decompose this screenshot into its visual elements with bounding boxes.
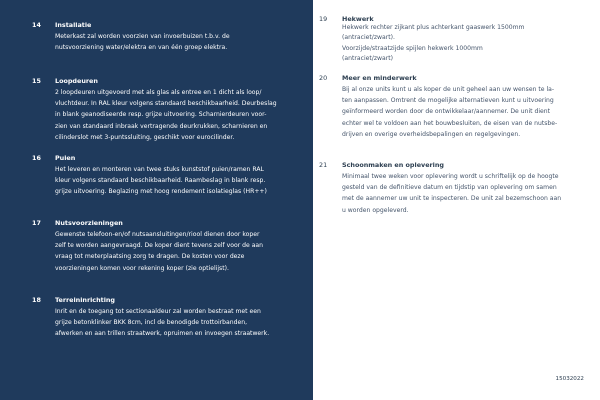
body-line: drijven en overige overheidsbepalingen en regelgevingen.	[342, 130, 521, 138]
body-line: met de aannemer uw unit te inspecteren. De unit zal bezemschoon aan	[342, 195, 562, 203]
section-body	[342, 171, 561, 216]
body-line: in blank geanodiseerde resp. grijze uitvoering. Scharnierdeuren voor-	[55, 111, 267, 119]
body-line: 2 loopdeuren uitgevoerd met als glas als entree en 1 dicht als loop/	[55, 89, 262, 96]
section-title: Meer en minderwerk	[342, 74, 417, 82]
body-line: echter wel te voldoen aan het bouwbesluiten, de eisen van de nutsbe-	[342, 119, 558, 127]
body-line: cilinderslot met 3-puntssluiting, geschikt voor eurocilinder.	[55, 133, 235, 141]
body-line: zien van standaard inbraak vertragende deurkrukken, scharnieren en	[55, 122, 268, 130]
body-line: Minimaal twee weken voor oplevering wordt u schriftelijk op de hoogte	[342, 173, 559, 180]
body-line: voorzieningen komen voor rekening koper (zie optielijst).	[55, 264, 229, 272]
section-title: Hekwerk	[342, 15, 374, 23]
section-title: Nutsvoorzieningen	[55, 219, 123, 227]
body-line: grijze uitvoering. Beglazing met hoog rendement isolatieglas (HR++)	[55, 188, 267, 196]
right-panel	[313, 0, 600, 400]
body-line: afwerken en aan trillen straatwerk, opruimen en invoegen straatwerk.	[55, 330, 270, 338]
body-line: Voorzijde/straatzijde spijlen hekwerk 1000mm	[342, 44, 483, 52]
body-line: Hekwerk rechter zijkant plus achterkant gaaswerk 1500mm	[342, 24, 525, 31]
body-line: vraag tot meterplaatsing zorg te dragen. De kosten voor deze	[55, 253, 245, 261]
section-number: 17	[32, 219, 41, 227]
body-line: (antraciet/zwart)	[342, 55, 394, 63]
section-body	[55, 306, 269, 340]
body-line: u worden opgeleverd.	[342, 206, 409, 214]
body-line: Het leveren en monteren van twee stuks kunststof puien/ramen RAL	[55, 166, 264, 173]
section-number: 19	[319, 15, 328, 23]
body-line: Bij al onze units kunt u als koper de unit geheel aan uw wensen te la-	[342, 86, 555, 93]
body-line: Meterkast zal worden voorzien van invoerbuizen t.b.v. de	[55, 33, 230, 40]
body-line: kleur volgens standaard beschikbaarheid. Raambeslag in blank resp.	[55, 177, 266, 185]
section-number: 20	[319, 74, 328, 82]
section-title: Installatie	[55, 21, 92, 29]
section-number: 18	[32, 296, 41, 304]
body-line: Gewenste telefoon-en/of nutsaansluitingen/riool dienen door koper	[55, 231, 260, 238]
body-line: zelf te worden aangevraagd. De koper dient tevens zelf voor de aan	[55, 242, 264, 250]
body-line: geïnformeerd worden door de ontwikkelaar/aannemer. De unit dient	[342, 108, 551, 116]
section-body	[55, 87, 277, 143]
body-line: gesteld van de definitieve datum en tijdstip van oplevering om samen	[342, 184, 557, 192]
body-line: nutsvoorziening water/elektra en van één groep elektra.	[55, 44, 228, 52]
section-number: 16	[32, 154, 41, 162]
section-title: Schoonmaken en oplevering	[342, 161, 444, 169]
body-line: ten aanpassen. Omtrent de mogelijke alternatieven kunt u uitvoering	[342, 97, 554, 105]
section-number: 14	[32, 21, 41, 29]
section-body	[55, 31, 230, 53]
body-line: (antraciet/zwart).	[342, 34, 395, 42]
document-number: 15032022	[555, 376, 584, 382]
section-title: Terreininrichting	[55, 296, 116, 304]
section-body	[342, 84, 557, 140]
section-number: 15	[32, 77, 41, 85]
section-body	[342, 23, 524, 65]
section-body	[55, 164, 267, 198]
body-line: Inrit en de toegang tot sectionaaldeur zal worden bestraat met een	[55, 308, 261, 315]
section-title: Loopdeuren	[55, 77, 98, 85]
body-line: grijze betonklinker BKK 8cm, incl de benodigde trottoirbanden,	[55, 319, 248, 327]
section-title: Puien	[55, 154, 76, 162]
body-line: vluchtdeur. In RAL kleur volgens standaard beschikbaarheid. Deurbeslag	[55, 100, 277, 108]
section-number: 21	[319, 161, 328, 169]
section-body	[55, 229, 263, 274]
